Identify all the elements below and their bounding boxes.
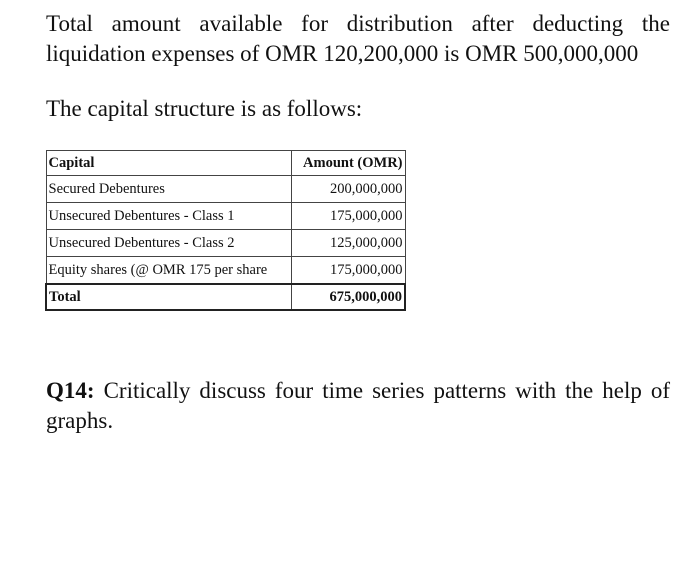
question-text: Critically discuss four time series patterns with the help of graphs. <box>46 378 670 433</box>
intro-paragraph: Total amount available for distribution after deducting the liquidation expenses of OMR 120,200,000 is OMR 500,000,000 <box>46 11 670 66</box>
row-label: Unsecured Debentures - Class 2 <box>46 230 292 257</box>
table-row <box>46 176 405 203</box>
total-label: Total <box>46 284 292 310</box>
row-amount: 200,000,000 <box>292 176 406 203</box>
row-label: Unsecured Debentures - Class 1 <box>46 203 292 230</box>
capital-structure-table <box>45 150 406 311</box>
header-amount: Amount (OMR) <box>292 151 406 176</box>
question-paragraph <box>46 376 670 436</box>
row-amount: 125,000,000 <box>292 230 406 257</box>
row-label: Equity shares (@ OMR 175 per share <box>46 257 292 285</box>
table-header-row <box>46 151 405 176</box>
row-amount: 175,000,000 <box>292 257 406 285</box>
capital-structure-heading: The capital structure is as follows: <box>46 96 363 121</box>
total-amount: 675,000,000 <box>292 284 406 310</box>
header-capital: Capital <box>46 151 292 176</box>
row-amount: 175,000,000 <box>292 203 406 230</box>
table-total-row <box>46 284 405 310</box>
table-row <box>46 257 405 285</box>
row-label: Secured Debentures <box>46 176 292 203</box>
table-row <box>46 203 405 230</box>
question-number: Q14: <box>46 378 95 403</box>
table-row <box>46 230 405 257</box>
